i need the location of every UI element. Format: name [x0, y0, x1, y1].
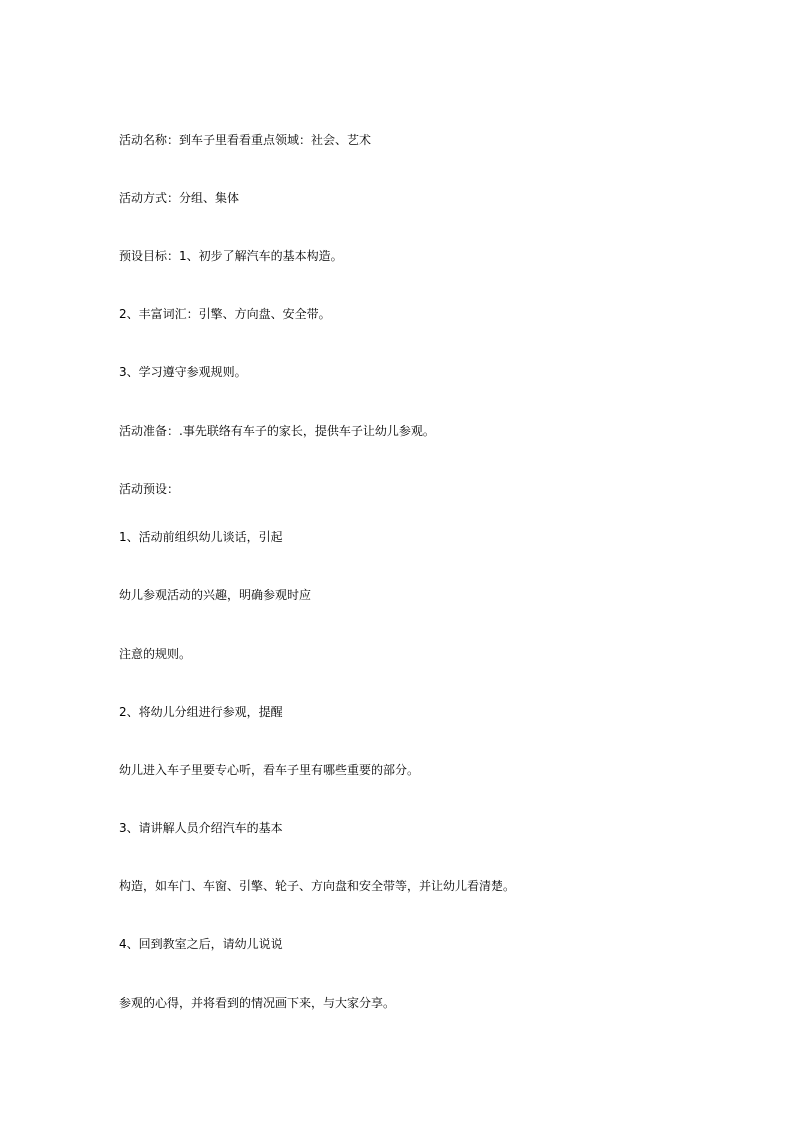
plan-step-3-line-1: 3、请讲解人员介绍汽车的基本	[119, 821, 283, 835]
plan-step-3-line-2: 构造，如车门、车窗、引擎、轮子、方向盘和安全带等，并让幼儿看清楚。	[119, 879, 516, 893]
plan-step-1-line-1: 1、活动前组织幼儿谈话，引起	[119, 530, 283, 544]
plan-step-4-line-2: 参观的心得，并将看到的情况画下来，与大家分享。	[119, 996, 396, 1010]
plan-step-4-line-1: 4、回到教室之后，请幼儿说说	[119, 937, 283, 951]
goal-line-2: 2、丰富词汇：引擎、方向盘、安全带。	[119, 307, 331, 321]
plan-step-1-line-3: 注意的规则。	[119, 647, 192, 661]
activity-plan-heading: 活动预设：	[119, 482, 180, 496]
goal-line-1: 预设目标：1、初步了解汽车的基本构造。	[119, 249, 343, 263]
preparation-line: 活动准备：.事先联络有车子的家长，提供车子让幼儿参观。	[119, 424, 435, 438]
goal-line-3: 3、学习遵守参观规则。	[119, 365, 247, 379]
plan-step-2-line-1: 2、将幼儿分组进行参观，提醒	[119, 705, 283, 719]
plan-step-2-line-2: 幼儿进入车子里要专心听，看车子里有哪些重要的部分。	[119, 763, 420, 777]
plan-step-1-line-2: 幼儿参观活动的兴趣，明确参观时应	[119, 588, 312, 602]
activity-method-line: 活动方式：分组、集体	[119, 191, 240, 205]
activity-name-line: 活动名称：到车子里看看重点领域：社会、艺术	[119, 133, 372, 147]
